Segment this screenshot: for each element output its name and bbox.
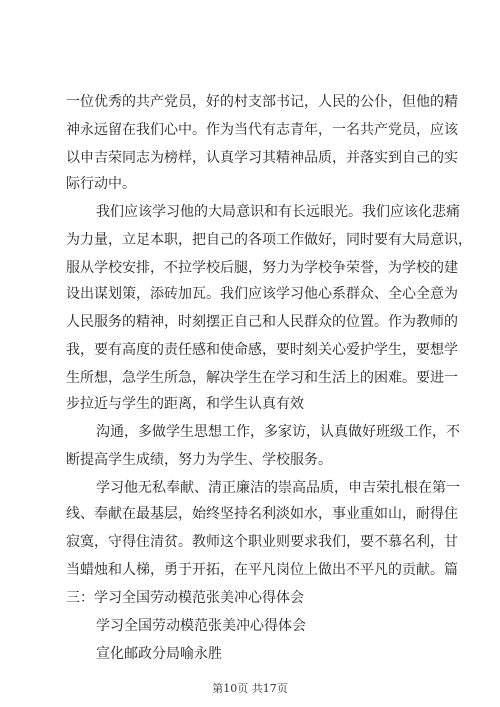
- section-heading: 三：学习全国劳动模范张美冲心得体会: [66, 590, 304, 606]
- text-line: 人民服务的精神，时刻摆正自己和人民群众的位置。作为教师的: [66, 314, 458, 330]
- text-line: 服从学校安排，不拉学校后腿，努力为学校争荣誉，为学校的建: [66, 260, 458, 276]
- text-line: 线、奉献在最基层，始终坚持名利淡如水，事业重如山，耐得住: [66, 506, 458, 522]
- paragraph-first-line: 沟通，多做学生思想工作，多家访，认真做好班级工作，不: [96, 424, 460, 440]
- text-line: 寂寞，守得住清贫。教师这个职业则要求我们，要不慕名利，甘: [66, 534, 458, 550]
- text-line: 步拉近与学生的距离，和学生认真有效: [66, 396, 304, 412]
- text-line: 当蜡烛和人梯，勇于开拓，在平凡岗位上做出不平凡的贡献。篇: [66, 562, 458, 578]
- article-title: 学习全国劳动模范张美冲心得体会: [96, 618, 306, 634]
- text-line: 为力量，立足本职，把自己的各项工作做好，同时要有大局意识，: [66, 232, 472, 248]
- text-line: 以申吉荣同志为榜样，认真学习其精神品质，并落实到自己的实: [66, 150, 458, 166]
- text-line: 一位优秀的共产党员，好的村支部书记，人民的公仆，但他的精: [66, 94, 458, 110]
- paragraph-first-line: 我们应该学习他的大局意识和有长远眼光。我们应该化悲痛: [96, 204, 460, 220]
- text-line: 我，要有高度的责任感和使命感，要时刻关心爱护学生，要想学: [66, 342, 458, 358]
- text-line: 断提高学生成绩，努力为学生、学校服务。: [66, 452, 332, 468]
- paragraph-first-line: 学习他无私奉献、清正廉洁的崇高品质，申吉荣扎根在第一: [96, 480, 460, 496]
- text-line: 神永远留在我们心中。作为当代有志青年，一名共产党员，应该: [66, 122, 458, 138]
- text-line: 际行动中。: [66, 176, 136, 192]
- text-line: 设出谋划策，添砖加瓦。我们应该学习他心系群众、全心全意为: [66, 286, 458, 302]
- page-number-footer: 第10页 共17页: [212, 682, 288, 695]
- text-line: 生所想，急学生所急，解决学生在学习和生活上的困难。要进一: [66, 370, 458, 386]
- author-line: 宣化邮政分局喻永胜: [96, 646, 222, 662]
